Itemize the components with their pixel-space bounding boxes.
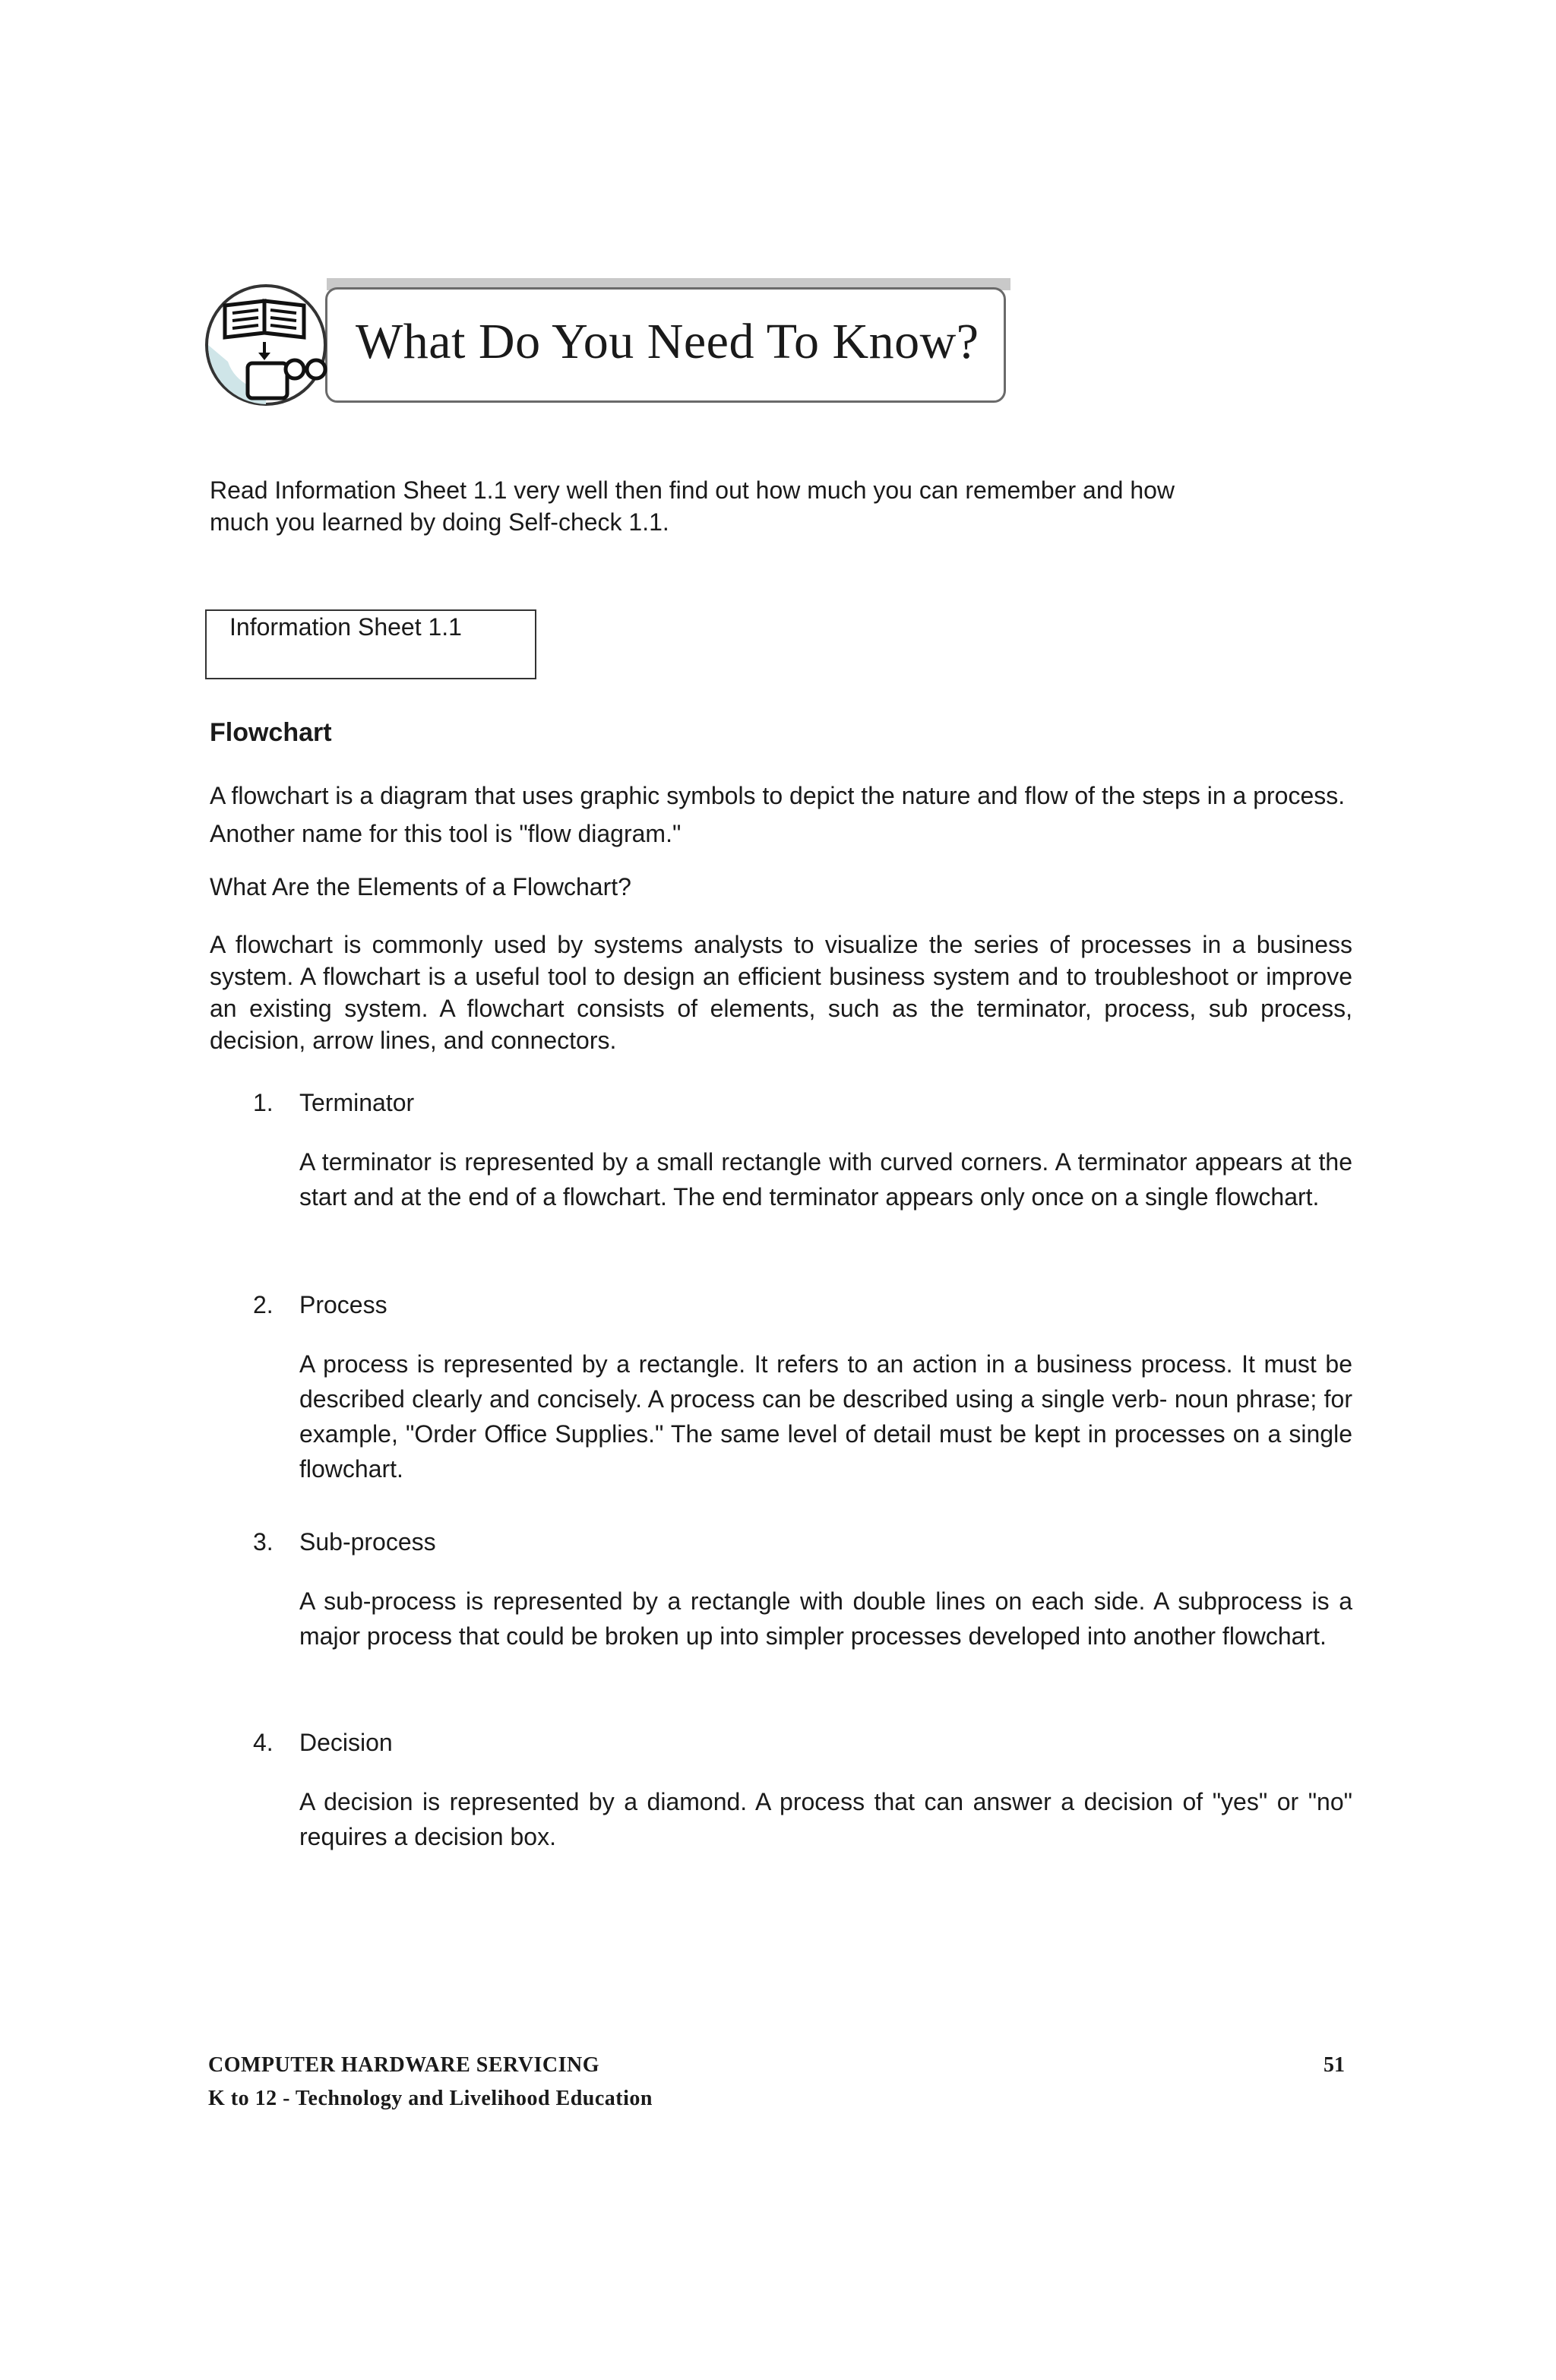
list-item-title: Decision [299,1729,393,1756]
information-sheet-label: Information Sheet 1.1 [229,613,462,641]
section-heading: Flowchart [210,718,332,747]
definition-paragraph: A flowchart is a diagram that uses graphic symbols to depict the nature and flow of the steps in a process. Another name for this tool is "flow diagram." [210,782,1346,847]
list-item-description: A terminator is represented by a small rectangle with curved corners. A terminator appears at the start and at the end of a flowchart. The end terminator appears only once on a single flowchart. [299,1148,1352,1211]
list-item-description: A decision is represented by a diamond. A process that can answer a decision of "yes" or "no" requires a decision box. [299,1788,1352,1850]
list-item-title: Process [299,1291,387,1318]
page-footer [208,2049,653,2116]
footer-course-title: COMPUTER HARDWARE SERVICING [208,2053,599,2077]
information-sheet-box [205,609,536,679]
intro-paragraph: Read Information Sheet 1.1 very well then find out how much you can remember and how much you learned by doing Self-check 1.1. [210,476,1175,536]
list-item-number: 2. [253,1291,274,1318]
list-item-number: 4. [253,1729,274,1756]
banner-title: What Do You Need To Know? [356,314,979,369]
book-and-reader-icon [205,278,333,412]
page-number: 51 [1324,2053,1345,2077]
section-banner [205,278,1010,407]
question-line: What Are the Elements of a Flowchart? [210,873,631,900]
list-item-number: 1. [253,1089,274,1116]
list-item-description: A process is represented by a rectangle. It refers to an action in a business process. It must be described clearly and concisely. A process can be described using a single verb- noun phrase; for example, "Order Office Supplies." The same level of detail must be kept in processes on a single flowchart. [299,1350,1352,1483]
footer-program: K to 12 - Technology and Livelihood Education [208,2087,653,2110]
list-item-number: 3. [253,1528,274,1556]
list-item-title: Terminator [299,1089,415,1116]
list-item-description: A sub-process is represented by a rectangle with double lines on each side. A subprocess is a major process that could be broken up into simpler processes developed into another flowchart. [299,1587,1352,1650]
elements-paragraph: A flowchart is commonly used by systems analysts to visualize the series of processes in a business system. A flowchart is a useful tool to design an efficient business system and to troubleshoot or improve an existing system. A flowchart consists of elements, such as the terminator, process, sub process, decision, arrow lines, and connectors. [210,931,1352,1054]
list-item-title: Sub-process [299,1528,436,1556]
